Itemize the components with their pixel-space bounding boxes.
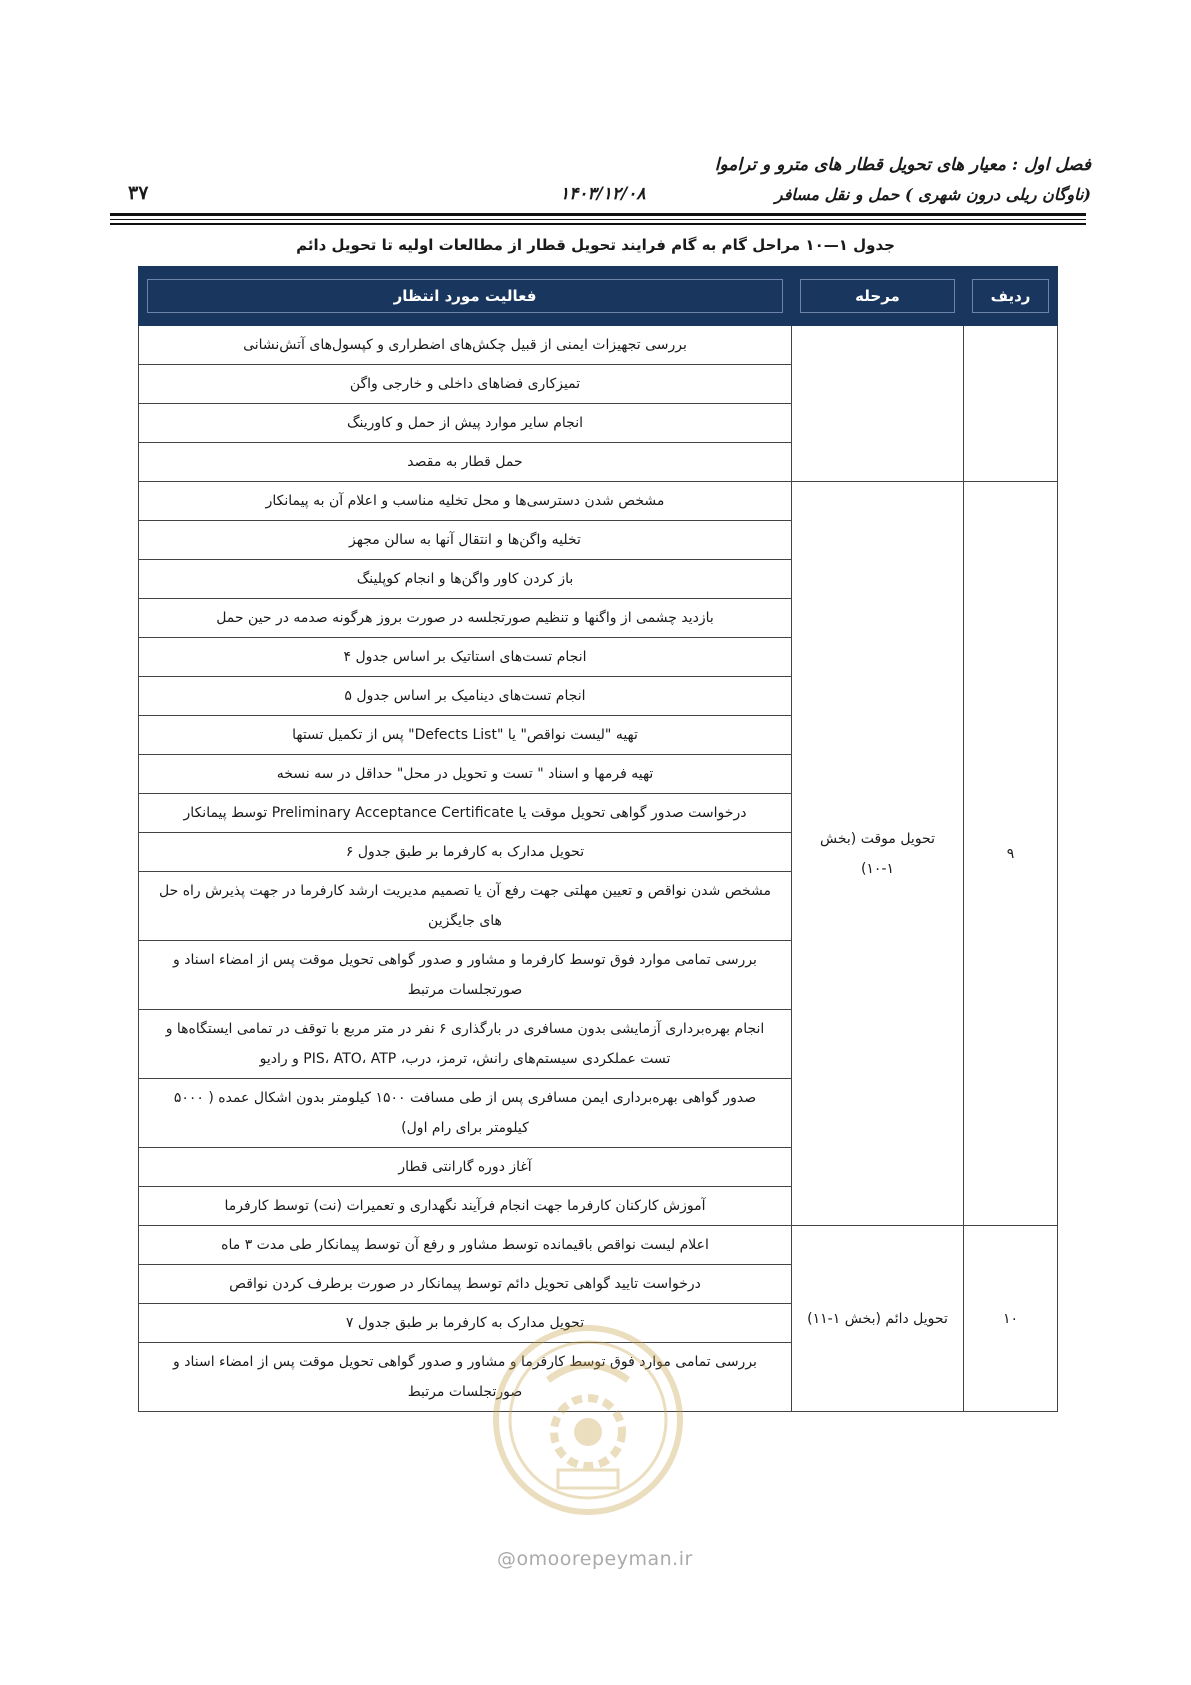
column-header xyxy=(139,267,792,326)
table-caption: جدول ۱—۱۰ مراحل گام به گام فرایند تحویل قطار از مطالعات اولیه تا تحویل دائم xyxy=(296,236,895,254)
activity-cell: درخواست تایید گواهی تحویل دائم توسط پیمانکار در صورت برطرف کردن نواقص xyxy=(139,1265,792,1304)
activity-cell: تحویل مدارک به کارفرما بر طبق جدول ۷ xyxy=(139,1304,792,1343)
activity-cell: بررسی تمامی موارد فوق توسط کارفرما و مشاور و صدور گواهی تحویل موقت پس از امضاء اسناد و صورتجلسات مرتبط xyxy=(139,941,792,1010)
activity-cell: انجام بهره‌برداری آزمایشی بدون مسافری در بارگذاری ۶ نفر در متر مربع با توقف در تمامی ایستگاه‌ها و تست عملکردی سیستم‌های رانش، ترمز، درب، PIS، ATO، ATP و رادیو xyxy=(139,1010,792,1079)
activity-cell: تمیزکاری فضاهای داخلی و خارجی واگن xyxy=(139,365,792,404)
header-rule xyxy=(110,213,1086,216)
stage-cell: تحویل موقت (بخش ۱-۱۰) xyxy=(792,482,964,1226)
activity-cell: تخلیه واگن‌ها و انتقال آنها به سالن مجهز xyxy=(139,521,792,560)
table-row xyxy=(139,482,1058,521)
activity-cell: تهیه "لیست نواقص" یا "Defects List" پس از تکمیل تستها xyxy=(139,716,792,755)
column-header-label: ردیف xyxy=(972,279,1049,313)
activity-cell: بررسی تجهیزات ایمنی از قبیل چکش‌های اضطراری و کپسول‌های آتش‌نشانی xyxy=(139,326,792,365)
header-date: ۱۴۰۳/۱۲/۰۸ xyxy=(560,184,646,204)
activity-cell: مشخص شدن نواقص و تعیین مهلتی جهت رفع آن یا تصمیم مدیریت ارشد کارفرما در جهت پذیرش راه حل های جایگزین xyxy=(139,872,792,941)
radif-cell xyxy=(964,326,1058,482)
radif-cell: ۱۰ xyxy=(964,1226,1058,1412)
table-body xyxy=(139,326,1058,1412)
activity-cell: بازدید چشمی از واگنها و تنظیم صورتجلسه در صورت بروز هرگونه صدمه در حین حمل xyxy=(139,599,792,638)
column-header xyxy=(792,267,964,326)
activity-cell: آغاز دوره گارانتی قطار xyxy=(139,1148,792,1187)
table-row xyxy=(139,326,1058,365)
activity-cell: انجام تست‌های استاتیک بر اساس جدول ۴ xyxy=(139,638,792,677)
activity-cell: حمل قطار به مقصد xyxy=(139,443,792,482)
page-number: ۳۷ xyxy=(128,182,149,204)
column-header xyxy=(964,267,1058,326)
activity-cell: باز کردن کاور واگن‌ها و انجام کوپلینگ xyxy=(139,560,792,599)
activity-cell: اعلام لیست نواقص باقیمانده توسط مشاور و رفع آن توسط پیمانکار طی مدت ۳ ماه xyxy=(139,1226,792,1265)
stage-cell: تحویل دائم (بخش ۱-۱۱) xyxy=(792,1226,964,1412)
radif-cell: ۹ xyxy=(964,482,1058,1226)
activity-cell: تحویل مدارک به کارفرما بر طبق جدول ۶ xyxy=(139,833,792,872)
activity-cell: انجام سایر موارد پیش از حمل و کاورینگ xyxy=(139,404,792,443)
header-rule xyxy=(110,223,1086,225)
activity-cell: بررسی تمامی موارد فوق توسط کارفرما و مشاور و صدور گواهی تحویل موقت پس از امضاء اسناد و صورتجلسات مرتبط xyxy=(139,1343,792,1412)
table-header-row xyxy=(139,267,1058,326)
column-header-label: مرحله xyxy=(800,279,955,313)
column-header-label: فعالیت مورد انتظار xyxy=(147,279,783,313)
header-subtitle: (ناوگان ریلی درون شهری ) حمل و نقل مسافر xyxy=(774,185,1091,204)
activity-cell: انجام تست‌های دینامیک بر اساس جدول ۵ xyxy=(139,677,792,716)
activity-cell: تهیه فرمها و اسناد " تست و تحویل در محل" حداقل در سه نسخه xyxy=(139,755,792,794)
header-rule xyxy=(110,219,1086,220)
activity-cell: مشخص شدن دسترسی‌ها و محل تخلیه مناسب و اعلام آن به پیمانکار xyxy=(139,482,792,521)
table-row xyxy=(139,1226,1058,1265)
process-table xyxy=(138,266,1058,1412)
chapter-title: فصل اول : معیار های تحویل قطار های مترو و تراموا xyxy=(714,155,1091,175)
watermark-text: @omoorepeyman.ir xyxy=(497,1548,693,1570)
activity-cell: درخواست صدور گواهی تحویل موقت یا Preliminary Acceptance Certificate توسط پیمانکار xyxy=(139,794,792,833)
stage-cell xyxy=(792,326,964,482)
activity-cell: آموزش کارکنان کارفرما جهت انجام فرآیند نگهداری و تعمیرات (نت) توسط کارفرما xyxy=(139,1187,792,1226)
activity-cell: صدور گواهی بهره‌برداری ایمن مسافری پس از طی مسافت ۱۵۰۰ کیلومتر بدون اشکال عمده ( ۵۰۰۰ کیلومتر برای رام اول) xyxy=(139,1079,792,1148)
